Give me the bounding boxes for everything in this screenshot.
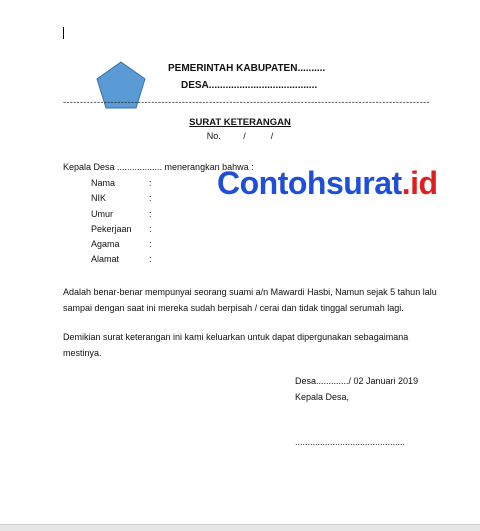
watermark-logo bbox=[217, 167, 438, 199]
field-label: Umur bbox=[91, 208, 113, 219]
header-village: DESA....................................... bbox=[181, 80, 318, 91]
field-colon: : bbox=[149, 239, 152, 250]
field-colon: : bbox=[149, 178, 152, 188]
field-label: Pekerjaan bbox=[91, 223, 132, 234]
field-colon: : bbox=[149, 223, 152, 234]
field-label: Alamat bbox=[91, 254, 120, 265]
field-colon: : bbox=[149, 208, 152, 219]
header-separator: ------------------------------------------------------------------------------------------------------------ bbox=[63, 97, 430, 107]
signature-date: Desa............./ 02 Januari 2019 bbox=[295, 376, 419, 386]
field-label: Agama bbox=[91, 239, 120, 250]
statement-paragraph: Adalah benar-benar mempunyai seorang suami a/n Mawardi Hasbi, Namun sejak 5 tahun lalu sampai dengan saat ini mereka sudah berpisah / cerai dan tidak tinggal serumah lagi. bbox=[63, 287, 437, 313]
letter-intro: Kepala Desa .................. menerangkan bahwa : bbox=[63, 162, 254, 172]
header-government: PEMERINTAH KABUPATEN.......... bbox=[168, 63, 326, 74]
field-colon: : bbox=[149, 193, 152, 204]
text-cursor bbox=[63, 27, 64, 39]
letter-title: SURAT KETERANGAN bbox=[189, 117, 291, 128]
signature-line: ............................................ bbox=[295, 437, 406, 447]
letter-number: No. / / bbox=[206, 131, 274, 141]
field-colon: : bbox=[149, 254, 152, 265]
watermark-main-text: Contohsurat bbox=[217, 165, 402, 201]
watermark-domain-text: .id bbox=[401, 165, 438, 201]
field-label: Nama bbox=[91, 178, 116, 188]
closing-paragraph: Demikian surat keterangan ini kami keluarkan untuk dapat dipergunakan sebagaimana mestinya. bbox=[63, 332, 409, 358]
field-label: NIK bbox=[91, 193, 107, 204]
signature-title: Kepala Desa, bbox=[295, 392, 350, 402]
